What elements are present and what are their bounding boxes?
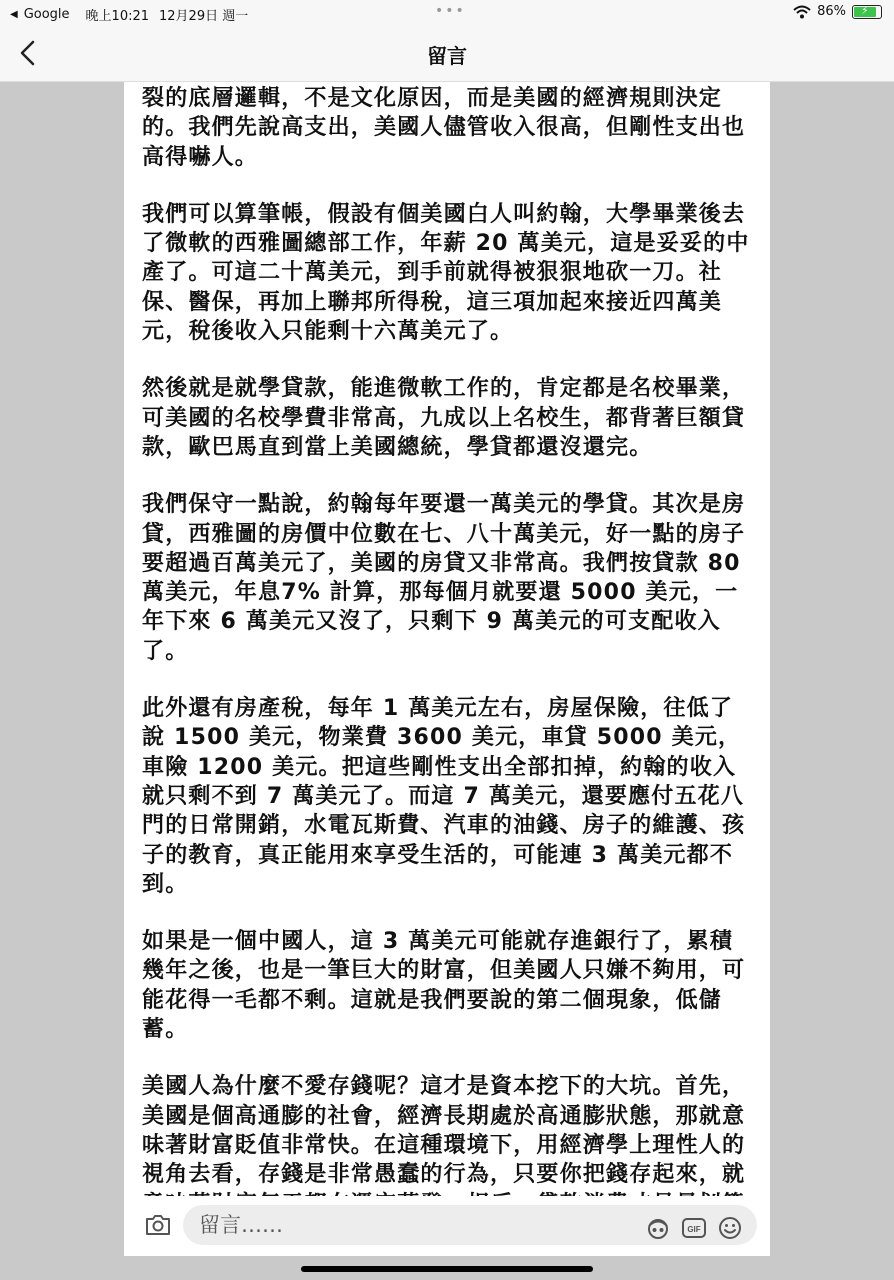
- paragraph-4: 我們保守一點說，約翰每年要還一萬美元的學貸。其次是房貸，西雅圖的房價中位數在七、八十萬美元，好一點的房子要超過百萬美元了，美國的房貸又非常高。我們按貸款 80 萬美元，年息7% 計算，那每個月就要還 5000 美元，一年下來 6 萬美元又沒了，只剩下 9 萬美元的可支配收入了。: [142, 492, 750, 664]
- back-to-app-icon[interactable]: ◀: [10, 9, 18, 20]
- comment-content-area[interactable]: [124, 82, 770, 1196]
- comment-input[interactable]: [183, 1205, 757, 1245]
- article-text: [124, 82, 770, 1219]
- gif-label: GIF: [687, 1225, 701, 1234]
- paragraph-2: 我們可以算筆帳，假設有個美國白人叫約翰，大學畢業後去了微軟的西雅圖總部工作，年薪 20 萬美元，這是妥妥的中產了。可這二十萬美元，到手前就得被狠狠地砍一刀。社保、醫保，再加上聯邦所得稅，這三項加起來接近四萬美元，稅後收入只能剩十六萬美元了。: [142, 201, 750, 345]
- gif-icon[interactable]: [681, 1215, 707, 1241]
- multitask-dots[interactable]: •••: [435, 3, 466, 19]
- wifi-icon: [793, 5, 811, 19]
- paragraph-3: 然後就是就學貸款，能進微軟工作的，肯定都是名校畢業，可美國的名校學費非常高，九成以上名校生，都背著巨額貸款，歐巴馬直到當上美國總統，學貸都還沒還完。: [142, 376, 746, 460]
- avatar-sticker-icon[interactable]: [645, 1215, 671, 1241]
- home-indicator[interactable]: [301, 1266, 593, 1272]
- emoji-icon[interactable]: [717, 1215, 743, 1241]
- paragraph-6: 如果是一個中國人，這 3 萬美元可能就存進銀行了，累積幾年之後，也是一筆巨大的財富，但美國人只嫌不夠用，可能花得一毛都不剩。這就是我們要說的第二個現象，低儲蓄。: [142, 929, 746, 1043]
- battery-percent: 86%: [817, 4, 846, 19]
- input-icons: [645, 1215, 743, 1241]
- comment-bar: [124, 1196, 770, 1256]
- paragraph-5: 此外還有房產稅，每年 1 萬美元左右，房屋保險，往低了說 1500 美元，物業費 3600 美元，車貸 5000 美元，車險 1200 美元。把這些剛性支出全部扣掉，約翰的收入就只剩不到 7 萬美元了。而這 7 萬美元，還要應付五花八門的日常開銷，水電瓦斯費、汽車的油錢、房子的維護、孩子的教育，真正能用來享受生活的，可能連 3 萬美元都不到。: [142, 696, 746, 897]
- status-date: 12月29日 週一: [159, 9, 249, 24]
- back-to-app-label[interactable]: Google: [23, 7, 70, 22]
- camera-icon[interactable]: [144, 1212, 172, 1238]
- status-right: [793, 4, 882, 19]
- status-bar: [0, 0, 894, 26]
- page-title: 留言: [427, 44, 467, 68]
- navigation-bar: [0, 26, 894, 82]
- battery-icon: ⚡: [852, 5, 882, 19]
- status-time: 晚上10:21: [85, 9, 150, 24]
- paragraph-7: 美國人為什麼不愛存錢呢？這才是資本挖下的大坑。首先，美國是個高通膨的社會，經濟長期處於高通膨狀態，那就意味著財富貶值非常快。在這種環境下，用經濟學上理性人的視角去看，存錢是非常愚蠢的行為，只要你把錢存起來，就: [142, 1074, 746, 1188]
- paragraph-1: 裂的底層邏輯，不是文化原因，而是美國的經濟規則決定的。我們先說高支出，美國人儘管收入很高，但剛性支出也高得嚇人。: [142, 86, 746, 170]
- status-left: [10, 5, 248, 24]
- comment-placeholder: 留言……: [199, 1213, 283, 1237]
